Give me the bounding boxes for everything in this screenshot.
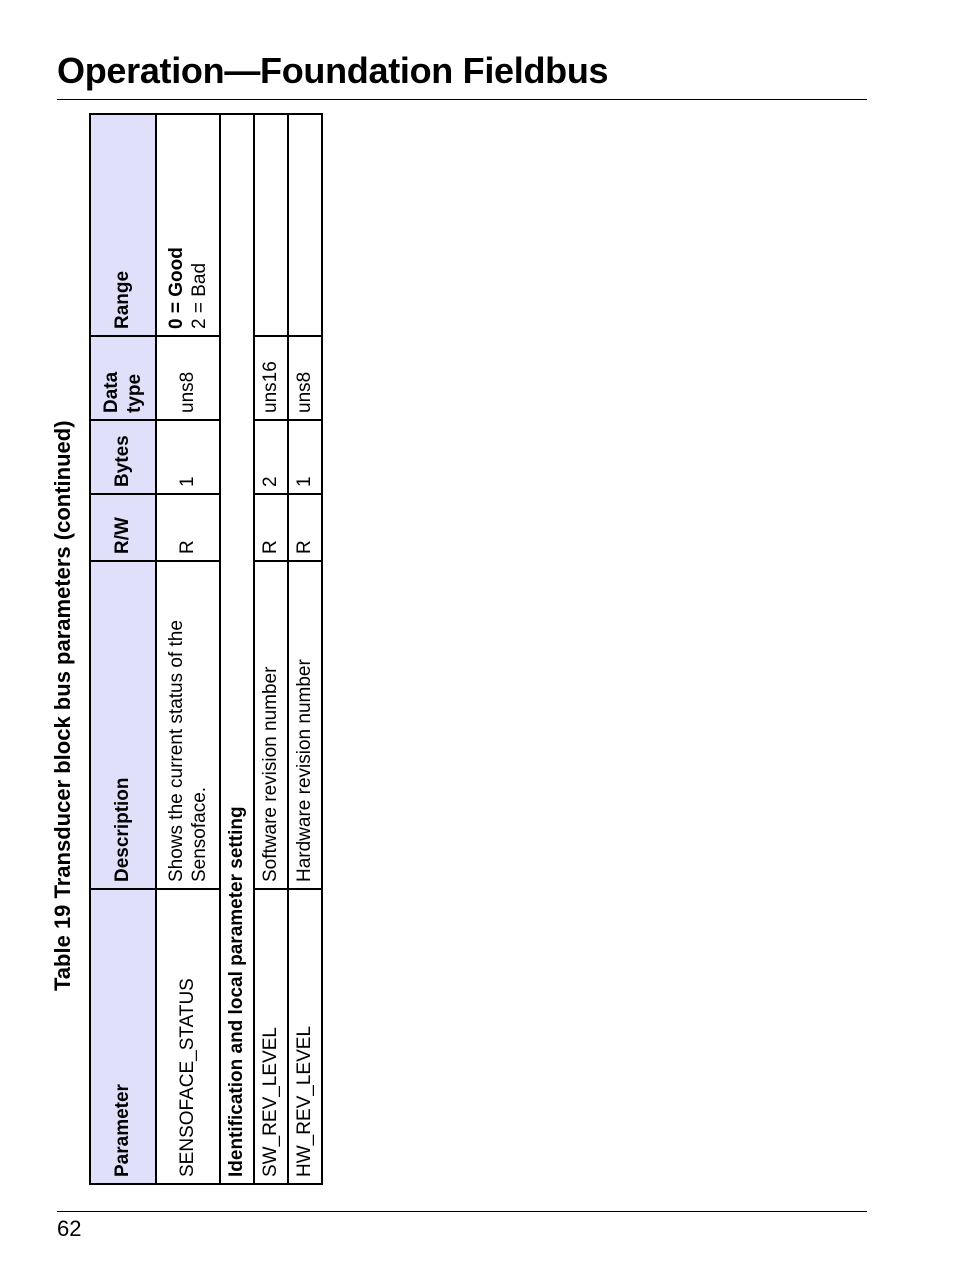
- cell-description: Shows the current status of the Sensoface.: [156, 561, 220, 889]
- header-rw: R/W: [90, 494, 156, 561]
- range-good: 0 = Good: [165, 247, 187, 329]
- rotated-table-block: [48, 115, 330, 1185]
- cell-parameter: HW_REV_LEVEL: [288, 889, 322, 1184]
- header-bytes: Bytes: [90, 420, 156, 494]
- cell-data-type: uns16: [254, 336, 288, 420]
- table-row: [156, 114, 220, 1184]
- cell-bytes: 1: [156, 420, 220, 494]
- range-bad: 2 = Bad: [189, 262, 210, 329]
- table-header-row: [90, 114, 156, 1184]
- cell-range: [288, 114, 322, 336]
- cell-data-type: uns8: [288, 336, 322, 420]
- cell-range: [156, 114, 220, 336]
- cell-rw: R: [254, 494, 288, 561]
- cell-description: Software revision number: [254, 561, 288, 889]
- table-row: [288, 114, 322, 1184]
- cell-range: [254, 114, 288, 336]
- cell-data-type: uns8: [156, 336, 220, 420]
- header-rule: [57, 99, 867, 100]
- cell-description: Hardware revision number: [288, 561, 322, 889]
- header-data-type: Data type: [90, 336, 156, 420]
- cell-bytes: 2: [254, 420, 288, 494]
- cell-parameter: SW_REV_LEVEL: [254, 889, 288, 1184]
- cell-bytes: 1: [288, 420, 322, 494]
- cell-parameter: SENSOFACE_STATUS: [156, 889, 220, 1184]
- cell-rw: R: [156, 494, 220, 561]
- transducer-parameters-table: [89, 113, 323, 1185]
- header-parameter: Parameter: [90, 889, 156, 1184]
- table-row: [254, 114, 288, 1184]
- table-caption: Table 19 Transducer block bus parameters (continued): [50, 420, 75, 991]
- footer-rule: [57, 1211, 867, 1212]
- cell-rw: R: [288, 494, 322, 561]
- header-description: Description: [90, 561, 156, 889]
- section-heading: Identification and local parameter setting: [220, 114, 254, 1184]
- page-number: 62: [57, 1216, 82, 1241]
- page-title: Operation—Foundation Fieldbus: [57, 50, 609, 91]
- header-range: Range: [90, 114, 156, 336]
- table-section-row: [220, 114, 254, 1184]
